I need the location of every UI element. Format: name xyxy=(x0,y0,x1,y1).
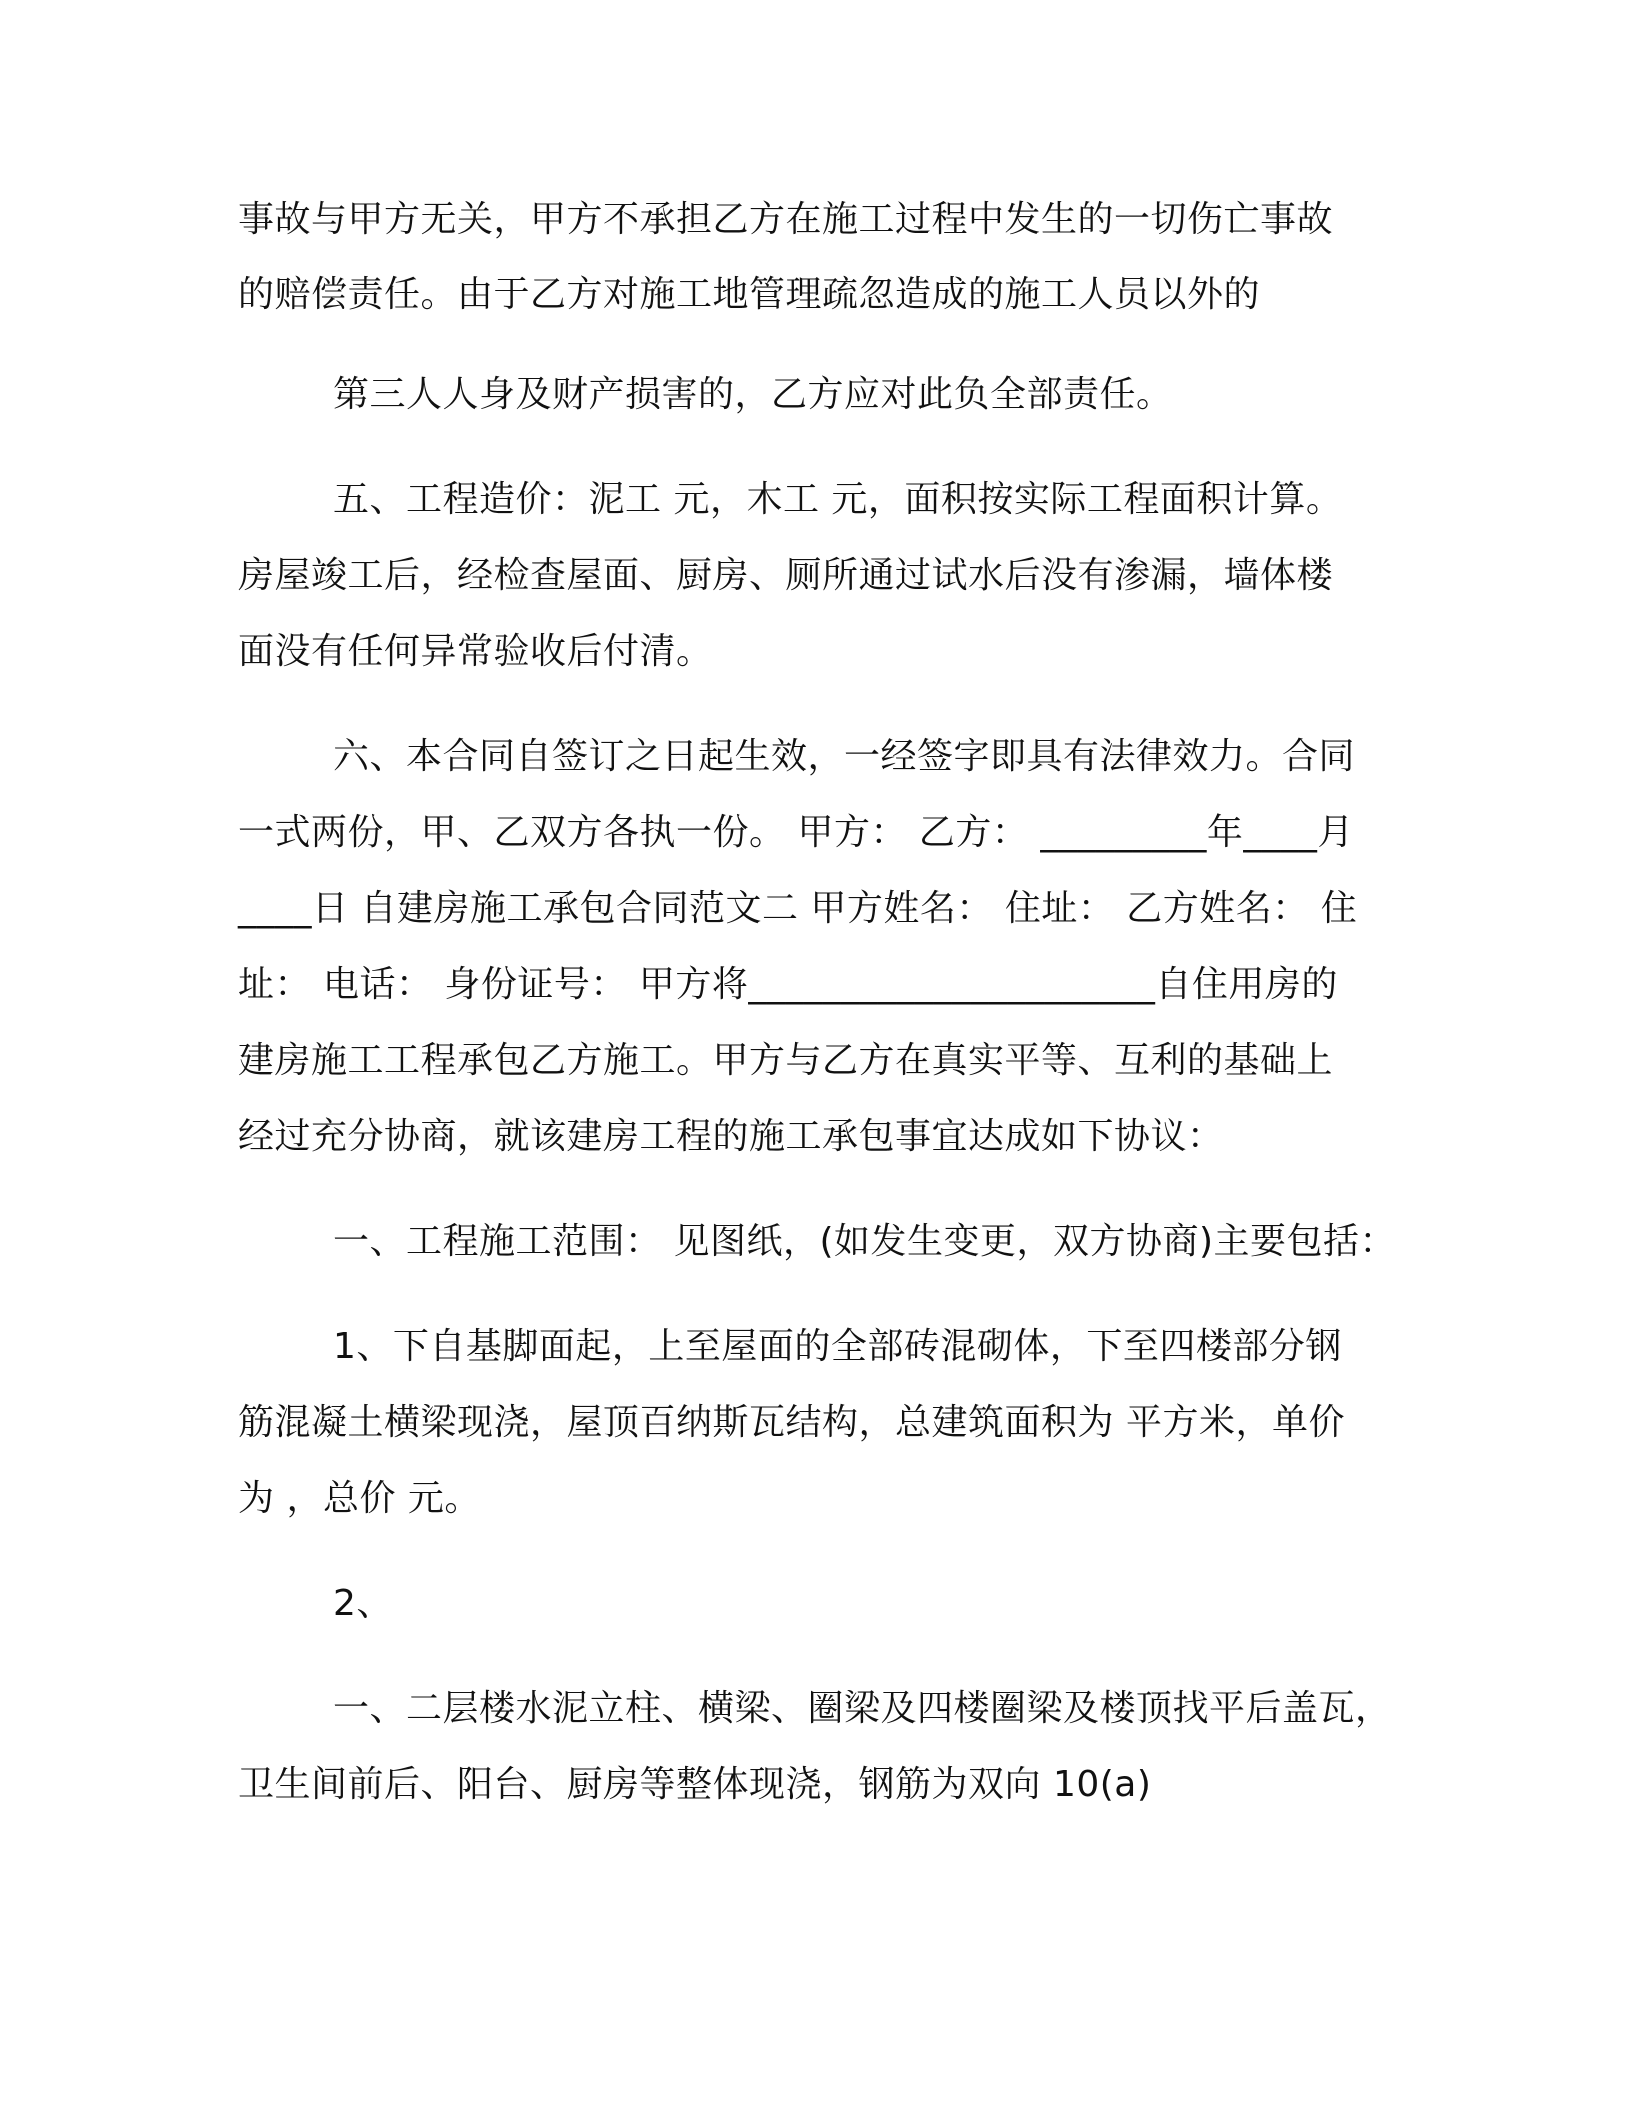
text-line-2: 的赔偿责任。由于乙方对施工地管理疏忽造成的施工人员以外的 xyxy=(238,274,1261,315)
text-line-16: 为 ，总价 元。 xyxy=(238,1478,481,1519)
text-line-19: 卫生间前后、阳台、厨房等整体现浇，钢筋为双向 10(a) xyxy=(238,1764,1152,1805)
text-line-4: 五、工程造价：泥工 元，木工 元，面积按实际工程面积计算。 xyxy=(333,479,1343,520)
text-line-15: 筋混凝土横梁现浇，屋顶百纳斯瓦结构，总建筑面积为 平方米，单价 xyxy=(238,1402,1345,1443)
text-line-8: 一式两份，甲、乙双方各执一份。 甲方： 乙方： _________年____月 xyxy=(238,812,1354,853)
text-line-5: 房屋竣工后，经检查屋面、厨房、厕所通过试水后没有渗漏，墙体楼 xyxy=(238,555,1334,596)
text-line-12: 经过充分协商，就该建房工程的施工承包事宜达成如下协议： xyxy=(238,1116,1224,1157)
text-line-14: 1、下自基脚面起，上至屋面的全部砖混砌体，下至四楼部分钢 xyxy=(333,1326,1342,1367)
text-line-3: 第三人人身及财产损害的，乙方应对此负全部责任。 xyxy=(333,374,1173,415)
text-line-7: 六、本合同自签订之日起生效，一经签字即具有法律效力。合同 xyxy=(333,736,1356,777)
text-line-11: 建房施工工程承包乙方施工。甲方与乙方在真实平等、互利的基础上 xyxy=(238,1040,1334,1081)
text-line-17: 2、 xyxy=(333,1583,393,1624)
text-line-9: ____日 自建房施工承包合同范文二 甲方姓名： 住址： 乙方姓名： 住 xyxy=(238,888,1358,929)
text-line-6: 面没有任何异常验收后付清。 xyxy=(238,631,713,672)
text-line-10: 址： 电话： 身份证号： 甲方将______________________自住用房的 xyxy=(238,964,1338,1005)
text-line-13: 一、工程施工范围： 见图纸，(如发生变更，双方协商)主要包括： xyxy=(333,1221,1397,1262)
text-line-1: 事故与甲方无关，甲方不承担乙方在施工过程中发生的一切伤亡事故 xyxy=(238,199,1334,240)
text-line-18: 一、二层楼水泥立柱、横梁、圈梁及四楼圈梁及楼顶找平后盖瓦， xyxy=(333,1688,1392,1729)
